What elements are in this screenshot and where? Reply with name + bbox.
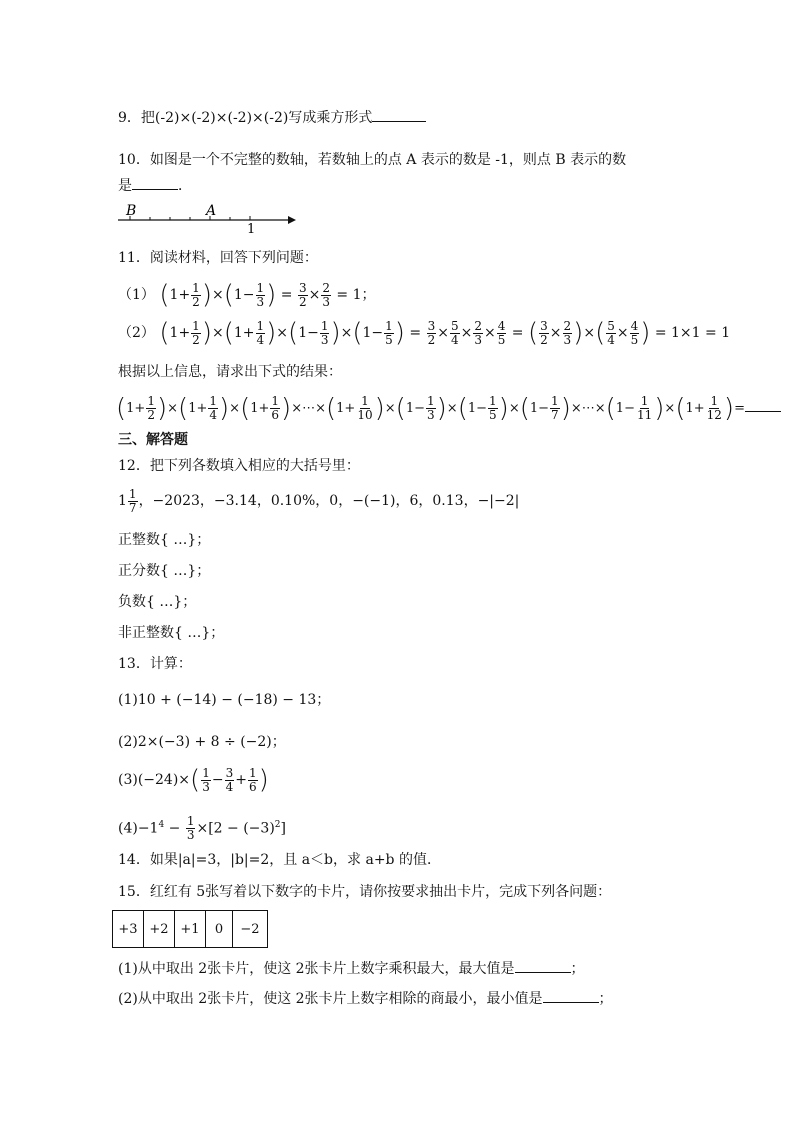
mixed-whole: 1	[118, 493, 127, 509]
q15-p2-blank[interactable]	[543, 988, 599, 1003]
q15-part-2	[118, 988, 613, 1009]
q10-prefix: 是	[118, 178, 132, 194]
card-2: +2	[144, 911, 175, 948]
q15-part-1	[118, 958, 585, 979]
q13-part-1: (1)10 + (−14) − (−18) − 13；	[118, 692, 331, 708]
p4-prefix: (4)−1	[118, 820, 159, 837]
q10-line2	[118, 175, 192, 196]
card-3: +1	[175, 911, 206, 948]
p3-prefix: (3)(−24)×	[118, 772, 191, 788]
number-line	[112, 200, 302, 236]
card-1: +3	[113, 911, 144, 948]
q15-title: 15．红红有 5张写着以下数字的卡片，请你按要求抽出卡片，完成下列各问题：	[118, 884, 612, 900]
q12-category-3: 负数{ …}；	[118, 594, 197, 610]
q9-answer-blank[interactable]	[372, 107, 426, 122]
point-b-label: B	[126, 203, 137, 219]
q13-part-4: $(4)-1^4$ − $\frac{1}{3}$ $\times[2 - (-3)^2]$	[118, 814, 286, 843]
q15-p1-end: ；	[570, 961, 585, 977]
q10-period: ．	[178, 178, 192, 194]
q15-p1-text: (1)从中取出 2张卡片，使这 2张卡片上数字乘积最大，最大值是	[118, 961, 515, 977]
mixed-num: 1	[128, 486, 137, 501]
q11-prompt: 根据以上信息，请求出下式的结果：	[118, 364, 342, 380]
q12-category-1: 正整数{ …}；	[118, 532, 211, 548]
q15-p2-text: (2)从中取出 2张卡片，使这 2张卡片上数字相除的商最小，最小值是	[118, 991, 543, 1007]
p4-middle: ×[2 − (−3)	[196, 820, 275, 837]
q10-line1: 10．如图是一个不完整的数轴，若数轴上的点 A 表示的数是 -1，则点 B 表示的数	[118, 152, 627, 168]
q11-example-2: （2） (1+ $\frac{1}{2}$ )×(1+ $\frac{1}{4}$ )×(1− $\frac{1}{3}$ )×(1− $\frac{1}{5}$ ) = $\frac{3}{2}$ × $\frac{5}{4}$ × $\frac{2}{3}$ × $\frac{4}{5}$ = ( $\frac{3}{2}$ × $\frac{2}{3}$ )×( $\frac{5}{4}$ × $\frac{4}{5}$ ) = 1×1 = 1	[118, 318, 731, 348]
p4-exponent: 4	[158, 820, 165, 830]
card-4: 0	[206, 911, 233, 948]
q10-answer-blank[interactable]	[132, 175, 178, 190]
q12-category-2: 正分数{ …}；	[118, 563, 211, 579]
p4-exponent-2: 2	[274, 820, 281, 830]
q13-part-3: (3)(−24)×( $\frac{1}{3}$ − $\frac{3}{4}$ + $\frac{1}{6}$ )	[118, 765, 269, 795]
number-cards	[112, 910, 268, 948]
mixed-den: 7	[128, 500, 137, 515]
ex2-result: = 1×1 = 1	[654, 325, 731, 341]
question-9	[118, 107, 426, 128]
ex2-label: （2）	[118, 325, 155, 341]
ex1-label: （1）	[118, 287, 155, 303]
ex1-result: = 1；	[336, 287, 376, 303]
q11-expression: (1+ $\frac{1}{2}$ )×(1+ $\frac{1}{4}$ )×(1+ $\frac{1}{6}$ )×⋯×(1+ $\frac{1}{10}$ )×(1− $\frac{1}{3}$ )×(1− $\frac{1}{5}$ )×(1− $\frac{1}{7}$ )×⋯×(1− $\frac{1}{11}$ )×(1+ $\frac{1}{12}$ )=	[116, 392, 781, 426]
p4-end: ]	[280, 820, 286, 837]
q9-text: 9．把(-2)×(-2)×(-2)×(-2)写成乘方形式	[118, 110, 373, 126]
q15-p2-end: ；	[598, 991, 613, 1007]
one-label: 1	[247, 222, 256, 236]
q13-part-2: (2)2×(−3) + 8 ÷ (−2)；	[118, 734, 286, 750]
q13-title: 13．计算：	[118, 656, 192, 672]
q14-text: 14．如果|a|=3，|b|=2，且 a＜b，求 a+b 的值．	[118, 852, 441, 868]
q12-numbers	[118, 486, 519, 516]
q12-category-4: 非正整数{ …}；	[118, 625, 225, 641]
point-a-label: A	[206, 203, 217, 219]
q11-title: 11．阅读材料，回答下列问题：	[118, 250, 318, 266]
q11-answer-blank[interactable]	[745, 397, 781, 412]
q11-example-1: （1） (1+ $\frac{1}{2}$ )×(1− $\frac{1}{3}$ ) = $\frac{3}{2}$ × $\frac{2}{3}$ = 1；	[118, 280, 376, 310]
section-3-title: 三、解答题	[118, 432, 188, 448]
card-5: −2	[233, 911, 268, 948]
q12-title: 12．把下列各数填入相应的大括号里：	[118, 458, 360, 474]
number-list: ，−2023，−3.14，0.10%，0，−(−1)，6，0.13，−|−2|	[138, 493, 520, 509]
q15-p1-blank[interactable]	[515, 958, 571, 973]
